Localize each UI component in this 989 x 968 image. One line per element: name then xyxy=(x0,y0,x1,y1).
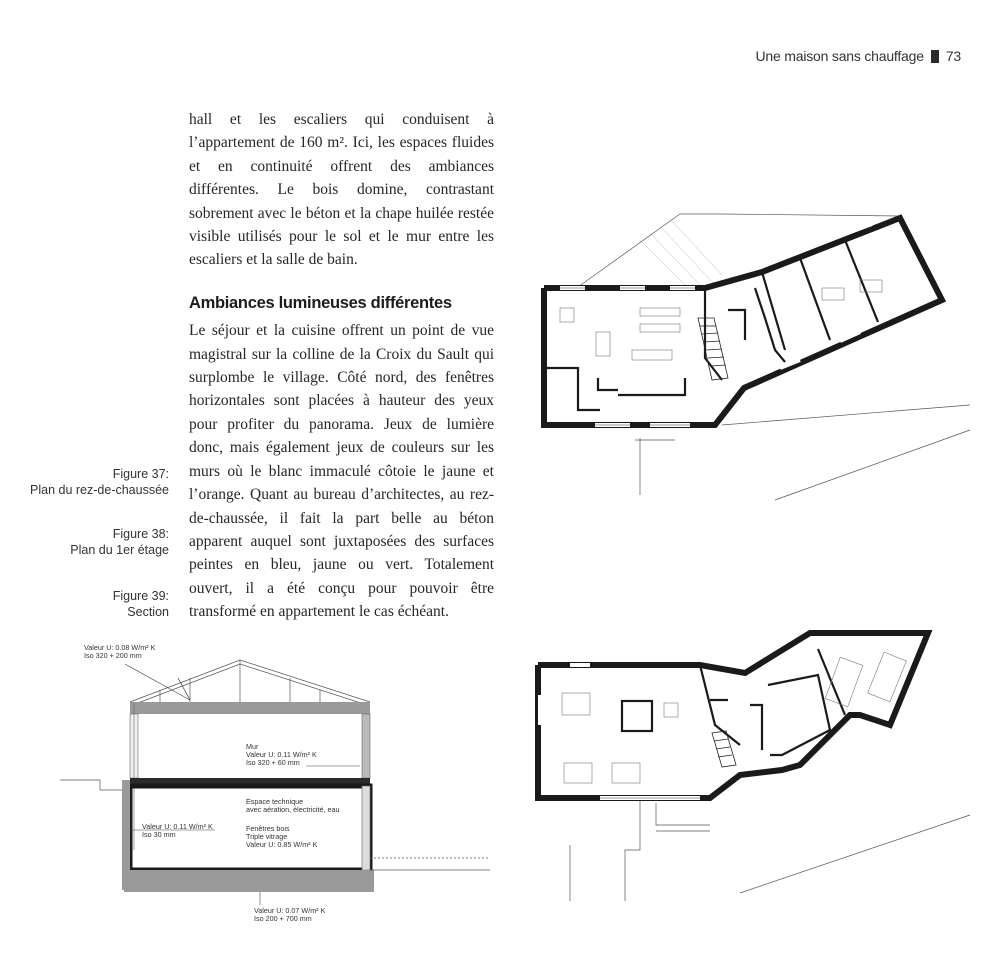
caption-text: Plan du rez-de-chaussée xyxy=(30,483,169,497)
caption-text: Plan du 1er étage xyxy=(70,543,169,557)
caption-number: Figure 38: xyxy=(112,527,169,541)
floor-annotation-line-1: Valeur U: 0.07 W/m² K xyxy=(254,906,326,915)
technical-space-annotation-2: avec aération, électricité, eau xyxy=(246,805,340,814)
roof-annotation-line-2: Iso 320 + 200 mm xyxy=(84,651,142,660)
window-annotation-line-2: Triple vitrage xyxy=(246,832,288,841)
figure-caption-38 xyxy=(70,526,169,558)
basement-annotation-line-2: Iso 30 mm xyxy=(142,830,176,839)
technical-space-annotation-1: Espace technique xyxy=(246,797,304,806)
wall-annotation-line-2: Valeur U: 0.11 W/m² K xyxy=(246,750,317,759)
body-text-column xyxy=(189,108,494,624)
running-header xyxy=(756,48,962,64)
caption-text: Section xyxy=(127,605,169,619)
section-drawing xyxy=(60,640,500,940)
window-annotation-line-3: Valeur U: 0.85 W/m² K xyxy=(246,840,318,849)
figure-caption-37 xyxy=(30,466,169,498)
first-floor-plan-drawing xyxy=(500,605,980,905)
section-heading: Ambiances lumineuses différentes xyxy=(189,293,452,312)
basement-annotation-line-1: Valeur U: 0.11 W/m² K xyxy=(142,822,213,831)
floor-annotation-line-2: Iso 200 + 700 mm xyxy=(254,914,312,923)
page-number: 73 xyxy=(945,48,961,64)
figure-caption-39 xyxy=(113,588,169,620)
header-square-marker xyxy=(931,50,939,63)
ground-floor-plan-drawing xyxy=(500,200,980,520)
body-paragraph-2: Le séjour et la cuisine offrent un point de vue magistral sur la colline de la Croix du Sault qui surplombe le village. Côté nord, des fenêtres horizontales sont placées à hauteur des yeux pour profiter du panorama. Jeux de lumière donc, mais également jeux de couleurs sur les murs où le blanc immaculé côtoie le jaune et l’orange. Quant au bureau d’architectes, au rez-de-chaussée, il fait la part belle au béton apparent auquel sont juxtaposées des surfaces peintes en bleu, jaune ou vert. Totalement ouvert, il a été conçu pour pouvoir être transformé en appartement le cas échéant. xyxy=(189,322,494,621)
window-annotation-line-1: Fenêtres bois xyxy=(246,824,290,833)
caption-number: Figure 37: xyxy=(112,467,169,481)
wall-annotation-line-3: Iso 320 + 60 mm xyxy=(246,758,300,767)
running-title: Une maison sans chauffage xyxy=(755,48,924,64)
body-paragraph-1: hall et les escaliers qui conduisent à l’appartement de 160 m². Ici, les espaces fluides et en continuité offrent des ambiances différentes. Le bois domine, contrastant sobrement avec le béton et la chape huilée restée visible utilisés pour le sol et le mur entre les escaliers et la salle de bain. xyxy=(189,111,494,269)
caption-number: Figure 39: xyxy=(112,589,169,603)
wall-annotation-line-1: Mur xyxy=(246,742,259,751)
roof-annotation-line-1: Valeur U: 0.08 W/m² K xyxy=(84,643,156,652)
